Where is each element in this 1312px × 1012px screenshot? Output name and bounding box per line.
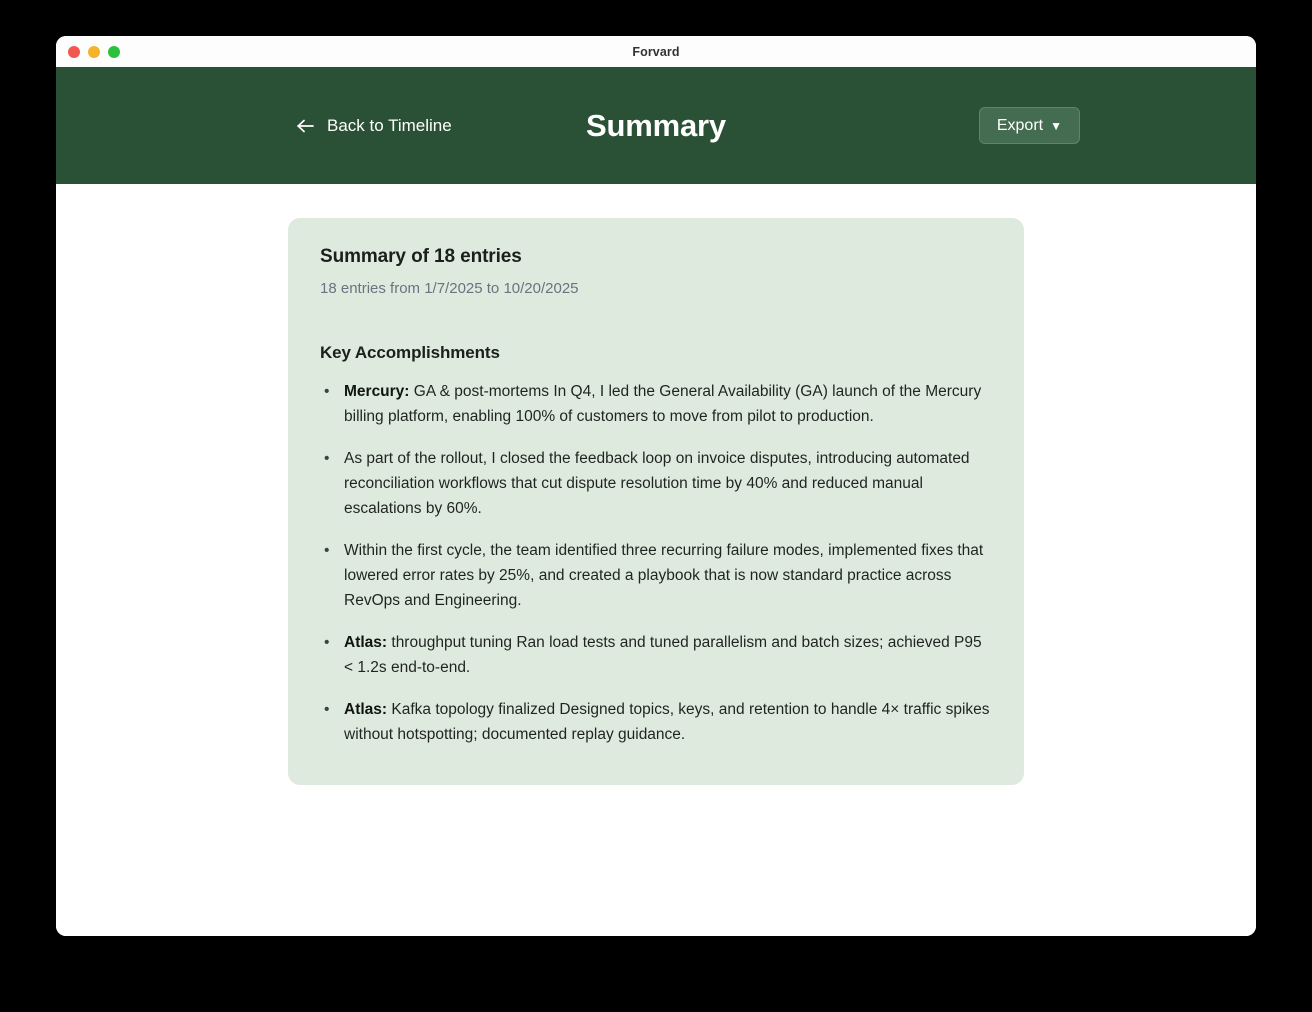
bullet-dot-icon: • [324,383,330,400]
list-item-text: Kafka topology finalized Designed topics, keys, and retention to handle 4× traffic spikes without hotspotting; documented replay guidance. [344,701,990,743]
bullet-dot-icon: • [324,542,330,559]
list-item [320,630,992,680]
bullet-dot-icon: • [324,701,330,718]
list-item-text: As part of the rollout, I closed the feedback loop on invoice disputes, introducing automated reconciliation workflows that cut dispute resolution time by 40% and reduced manual escalations by 60%. [344,450,970,517]
accomplishments-list [320,379,992,747]
key-accomplishments-heading: Key Accomplishments [320,343,500,362]
back-to-timeline-button[interactable] [294,112,454,140]
list-item-text: GA & post-mortems In Q4, I led the General Availability (GA) launch of the Mercury billing platform, enabling 100% of customers to move from pilot to production. [344,383,982,425]
summary-card [288,218,1024,785]
list-item-label: Atlas: [344,701,388,718]
arrow-left-icon [296,118,316,134]
list-item-text: throughput tuning Ran load tests and tuned parallelism and batch sizes; achieved P95 < 1.2s end-to-end. [344,634,982,676]
list-item-label: Mercury: [344,383,410,400]
list-item-text: Within the first cycle, the team identified three recurring failure modes, implemented fixes that lowered error rates by 25%, and created a playbook that is now standard practice across RevOps and Engineering. [344,542,984,609]
chevron-down-icon: ▼ [1050,118,1062,133]
close-window-button[interactable] [68,46,80,58]
summary-card-title: Summary of 18 entries [320,246,522,267]
page-title: Summary [586,107,726,143]
export-button-label: Export [996,116,1044,134]
list-item [320,379,992,429]
minimize-window-button[interactable] [88,46,100,58]
list-item [320,538,992,613]
list-item-label: Atlas: [344,634,388,651]
bullet-dot-icon: • [324,450,330,467]
maximize-window-button[interactable] [108,46,120,58]
back-button-label: Back to Timeline [327,115,452,135]
window-titlebar [56,36,1256,67]
app-header-bar [56,67,1256,184]
traffic-light-controls [56,46,120,58]
list-item [320,446,992,521]
bullet-dot-icon: • [324,634,330,651]
list-item [320,697,992,747]
content-area [56,184,1256,936]
summary-card-subtitle: 18 entries from 1/7/2025 to 10/20/2025 [320,280,579,297]
application-window [56,36,1256,936]
export-button[interactable] [979,107,1080,145]
window-title: Forvard [632,44,680,59]
